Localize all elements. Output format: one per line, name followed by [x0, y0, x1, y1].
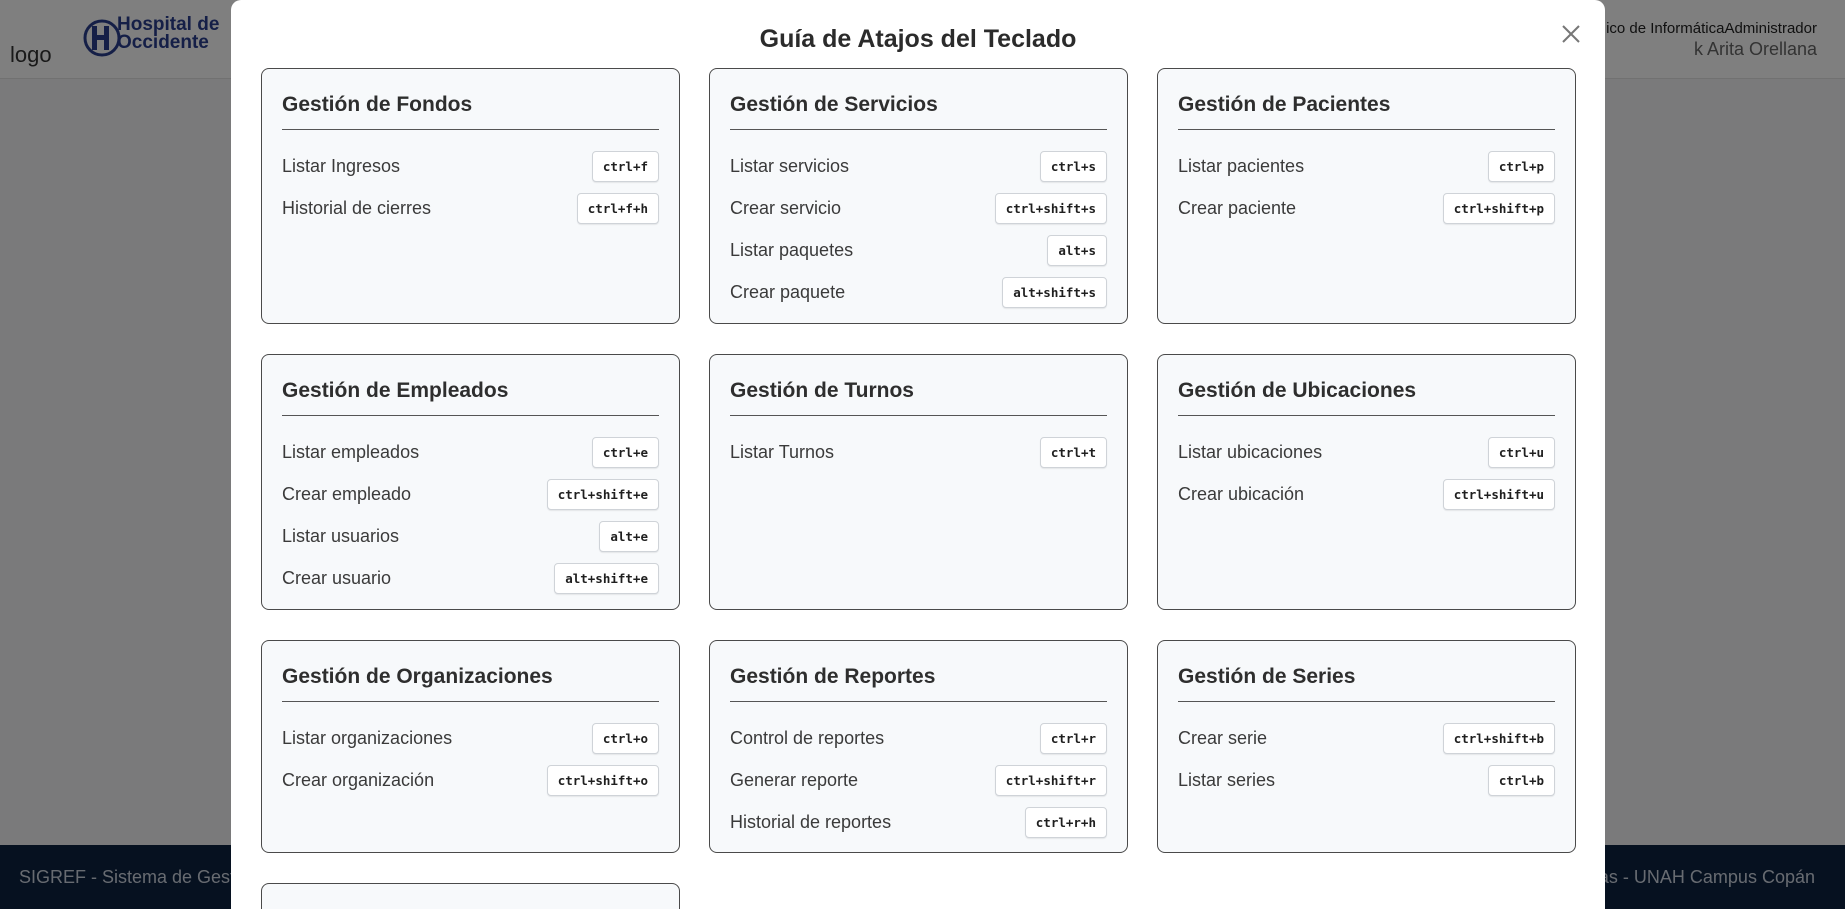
shortcut-key-badge[interactable]: ctrl+shift+s: [995, 193, 1107, 224]
shortcut-label: Listar empleados: [282, 441, 420, 462]
shortcut-row: [1178, 187, 1555, 229]
close-button[interactable]: [1559, 22, 1583, 46]
shortcut-section-card: [1157, 68, 1576, 324]
shortcut-key-badge[interactable]: alt+shift+e: [554, 563, 659, 594]
shortcut-row: [730, 801, 1107, 843]
shortcut-row: [730, 271, 1107, 313]
shortcut-row: [282, 145, 659, 187]
shortcut-row: [1178, 145, 1555, 187]
shortcut-row: [282, 717, 659, 759]
close-icon: [1559, 22, 1583, 46]
shortcut-key-badge[interactable]: alt+e: [599, 521, 659, 552]
shortcut-key-badge[interactable]: ctrl+f: [592, 151, 659, 182]
shortcut-key-badge[interactable]: ctrl+shift+r: [995, 765, 1107, 796]
shortcut-row: [1178, 717, 1555, 759]
shortcut-sections-grid: [261, 68, 1576, 909]
shortcut-section-card: [261, 883, 680, 909]
section-title: Gestión de Reportes: [730, 641, 1107, 702]
shortcut-section-card: [709, 640, 1128, 853]
shortcut-row: [730, 187, 1107, 229]
shortcut-key-badge[interactable]: ctrl+e: [592, 437, 659, 468]
shortcut-section-card: [709, 68, 1128, 324]
shortcut-label: Crear organización: [282, 769, 435, 790]
section-title: Gestión de Pacientes: [1178, 69, 1555, 130]
shortcut-row: [730, 431, 1107, 473]
shortcut-key-badge[interactable]: alt+s: [1047, 235, 1107, 266]
shortcut-label: Generar reporte: [730, 769, 859, 790]
shortcut-key-badge[interactable]: ctrl+r: [1040, 723, 1107, 754]
shortcut-row: [282, 187, 659, 229]
section-title: Gestión de Ubicaciones: [1178, 355, 1555, 416]
section-title: Gestión de Series: [1178, 641, 1555, 702]
shortcut-row: [282, 431, 659, 473]
shortcut-label: Listar Turnos: [730, 441, 835, 462]
shortcut-label: Crear empleado: [282, 483, 412, 504]
shortcut-label: Listar Ingresos: [282, 155, 401, 176]
shortcut-label: Historial de cierres: [282, 197, 432, 218]
shortcut-key-badge[interactable]: ctrl+shift+e: [547, 479, 659, 510]
shortcut-row: [282, 515, 659, 557]
shortcut-label: Crear paciente: [1178, 197, 1297, 218]
shortcut-label: Listar usuarios: [282, 525, 400, 546]
shortcut-section-card: [709, 354, 1128, 610]
shortcut-label: Listar series: [1178, 769, 1276, 790]
shortcut-key-badge[interactable]: ctrl+t: [1040, 437, 1107, 468]
shortcut-row: [730, 229, 1107, 271]
shortcut-label: Crear serie: [1178, 727, 1268, 748]
shortcut-key-badge[interactable]: ctrl+shift+u: [1443, 479, 1555, 510]
shortcut-row: [730, 145, 1107, 187]
shortcut-label: Listar organizaciones: [282, 727, 453, 748]
section-title: Gestión de Servicios: [730, 69, 1107, 130]
shortcut-key-badge[interactable]: ctrl+o: [592, 723, 659, 754]
shortcut-row: [282, 473, 659, 515]
shortcut-label: Listar servicios: [730, 155, 850, 176]
shortcut-label: Listar pacientes: [1178, 155, 1305, 176]
shortcut-label: Control de reportes: [730, 727, 885, 748]
shortcut-section-card: [1157, 354, 1576, 610]
shortcut-section-card: [261, 640, 680, 853]
shortcut-key-badge[interactable]: ctrl+shift+p: [1443, 193, 1555, 224]
section-title: Gestión de Empleados: [282, 355, 659, 416]
shortcut-label: Crear usuario: [282, 567, 392, 588]
section-title: Gestión de Organizaciones: [282, 641, 659, 702]
shortcut-row: [282, 759, 659, 801]
shortcut-key-badge[interactable]: ctrl+shift+b: [1443, 723, 1555, 754]
shortcut-row: [1178, 473, 1555, 515]
shortcut-key-badge[interactable]: ctrl+r+h: [1025, 807, 1107, 838]
shortcut-key-badge[interactable]: ctrl+shift+o: [547, 765, 659, 796]
shortcut-label: Crear servicio: [730, 197, 842, 218]
shortcut-row: [1178, 431, 1555, 473]
shortcut-key-badge[interactable]: ctrl+b: [1488, 765, 1555, 796]
section-title: Gestión de Fondos: [282, 69, 659, 130]
shortcut-key-badge[interactable]: alt+shift+s: [1002, 277, 1107, 308]
shortcut-row: [730, 717, 1107, 759]
shortcut-section-card: [261, 354, 680, 610]
shortcut-key-badge[interactable]: ctrl+p: [1488, 151, 1555, 182]
shortcut-key-badge[interactable]: ctrl+s: [1040, 151, 1107, 182]
shortcut-label: Listar paquetes: [730, 239, 854, 260]
shortcut-section-card: [1157, 640, 1576, 853]
shortcut-row: [730, 759, 1107, 801]
section-title: Gestión de Turnos: [730, 355, 1107, 416]
shortcut-row: [1178, 759, 1555, 801]
shortcut-row: [282, 557, 659, 599]
shortcut-label: Historial de reportes: [730, 811, 892, 832]
shortcut-key-badge[interactable]: ctrl+f+h: [577, 193, 659, 224]
section-title: [282, 884, 659, 909]
shortcut-section-card: [261, 68, 680, 324]
shortcuts-modal: [231, 0, 1605, 909]
shortcut-label: Crear paquete: [730, 281, 846, 302]
shortcut-label: Crear ubicación: [1178, 483, 1305, 504]
modal-title: Guía de Atajos del Teclado: [759, 25, 1077, 53]
shortcut-key-badge[interactable]: ctrl+u: [1488, 437, 1555, 468]
shortcut-label: Listar ubicaciones: [1178, 441, 1323, 462]
